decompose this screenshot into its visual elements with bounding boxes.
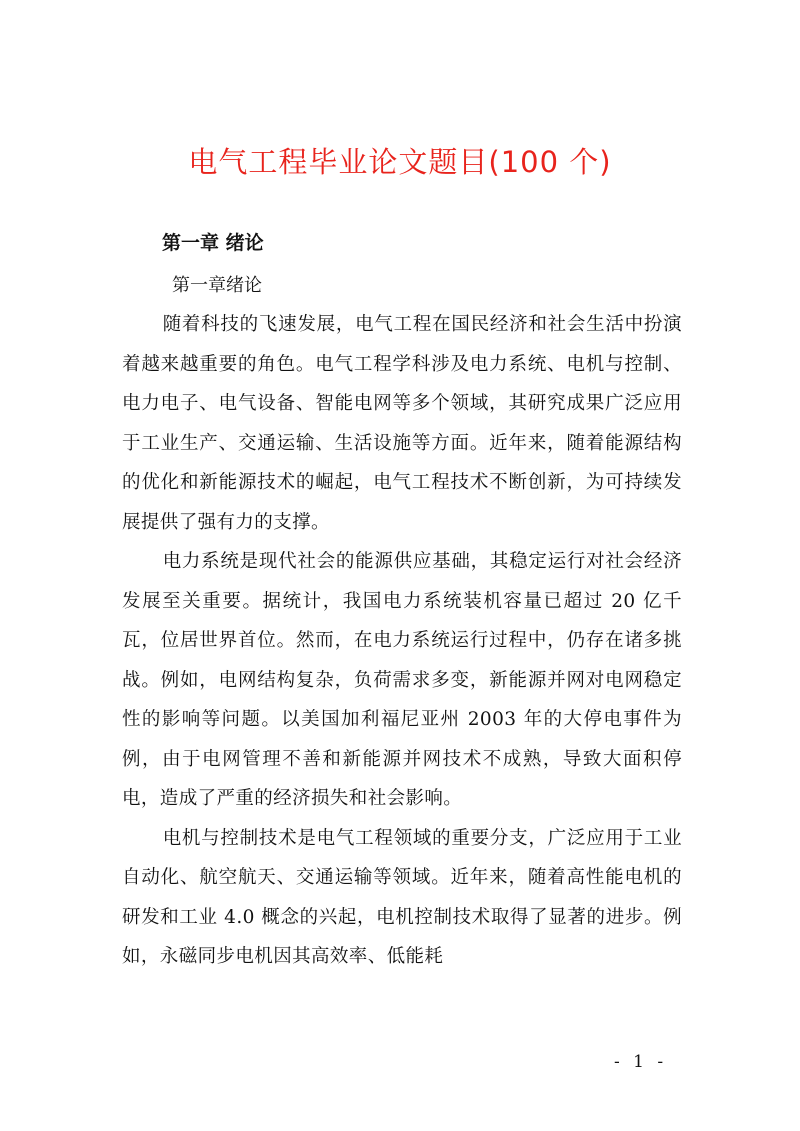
- paragraph-intro: 随着科技的飞速发展，电气工程在国民经济和社会生活中扮演着越来越重要的角色。电气工程学科涉及电力系统、电机与控制、电力电子、电气设备、智能电网等多个领域，其研究成果广泛应用于工业生产、交通运输、生活设施等方面。近年来，随着能源结构的优化和新能源技术的崛起，电气工程技术不断创新，为可持续发展提供了强有力的支撑。: [122, 314, 682, 533]
- paragraph-power-system: 电力系统是现代社会的能源供应基础，其稳定运行对社会经济发展至关重要。据统计，我国电力系统装机容量已超过 20 亿千瓦，位居世界首位。然而，在电力系统运行过程中，仍存在诸多挑战。例如，电网结构复杂，负荷需求多变，新能源并网对电网稳定性的影响等问题。以美国加利福尼亚州 2003 年的大停电事件为例，由于电网管理不善和新能源并网技术不成熟，导致大面积停电，造成了严重的经济损失和社会影响。: [122, 551, 682, 809]
- document-body: [122, 266, 682, 977]
- page-number: - 1 -: [614, 1052, 668, 1072]
- paragraph-motor-control: 电机与控制技术是电气工程领域的重要分支，广泛应用于工业自动化、航空航天、交通运输等领域。近年来，随着高性能电机的研发和工业 4.0 概念的兴起，电机控制技术取得了显著的进步。例如，永磁同步电机因其高效率、低能耗: [122, 827, 682, 967]
- document-title: 电气工程毕业论文题目(100 个): [188, 145, 612, 179]
- chapter-heading: 第一章 绪论: [162, 232, 264, 254]
- sub-heading: 第一章绪论: [172, 275, 262, 296]
